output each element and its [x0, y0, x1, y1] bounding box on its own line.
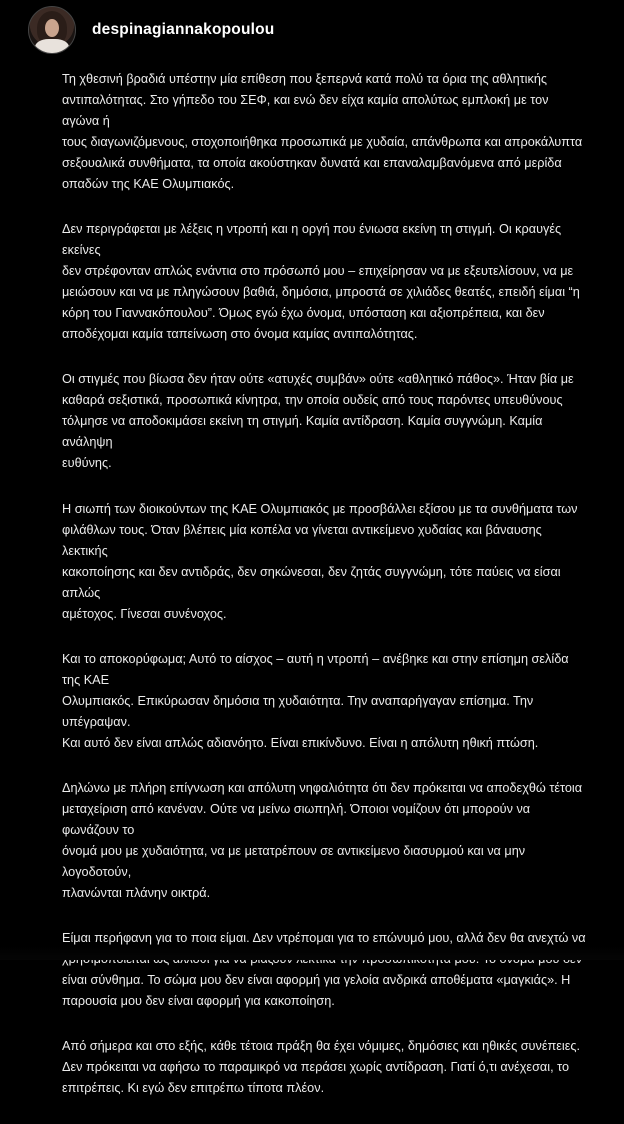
paragraph: Από σήμερα και στο εξής, κάθε τέτοια πράξη θα έχει νόμιμες, δημόσιες και ηθικές συνέπειες. Δεν πρόκειται να αφήσω το παραμικρό να περάσει χωρίς αντίδραση. Γιατί ό,τι ανέχεσαι, το επιτρέπεις. Κι εγώ δεν επιτρέπω τίποτα πλέον. — [62, 1039, 581, 1096]
paragraph: Και το αποκορύφωμα; Αυτό το αίσχος – αυτή η ντροπή – ανέβηκε και στην επίσημη σελίδα της ΚΑΕ Ολυμπιακός. Επικύρωσαν δημόσια τη χυδαιότητα. Την αναπαρήγαγαν επίσημα. Την υπέγραψαν. Και αυτό δεν είναι απλώς αδιανόητο. Είναι επικίνδυνο. Είναι η απόλυτη ηθική πτώση. — [62, 651, 569, 750]
paragraph: Τη χθεσινή βραδιά υπέστην μία επίθεση που ξεπερνά κατά πολύ τα όρια της αθλητικής αντιπαλότητας. Στο γήπεδο του ΣΕΦ, και ενώ δεν είχα καμία απολύτως εμπλοκή με τον αγώνα ή τους διαγωνιζόμενους, στοχοποιήθηκα προσωπικά με χυδαία, απάνθρωπα και απροκάλυπτα σεξουαλικά συνθήματα, τα οποία ακούστηκαν δυνατά και επαναλαμβανόμενα από μερίδα οπαδών της ΚΑΕ Ολυμπιακός. — [62, 72, 583, 191]
paragraph: Δεν περιγράφεται με λέξεις η ντροπή και η οργή που ένιωσα εκείνη τη στιγμή. Οι κραυγές εκείνες δεν στρέφονταν απλώς ενάντια στο πρόσωπό μου – επιχείρησαν να με εξευτελίσουν, να με μειώσουν και να με πληγώσουν βαθιά, δημόσια, μπροστά σε χιλιάδες θεατές, επειδή είμαι “η κόρη του Γιαννακόπουλου”. Όμως εγώ έχω όνομα, υπόσταση και αξιοπρέπεια, και δεν αποδέχομαι καμία ταπείνωση στο όνομα καμίας αντιπαλότητας. — [62, 222, 580, 342]
username[interactable]: despinagiannakopoulou — [92, 21, 275, 38]
statement-text — [62, 69, 587, 1124]
avatar-body — [35, 39, 69, 54]
bottom-fade — [0, 946, 624, 960]
paragraph: Η σιωπή των διοικούντων της ΚΑΕ Ολυμπιακός με προσβάλλει εξίσου με τα συνθήματα των φιλάθλων τους. Όταν βλέπεις μία κοπέλα να γίνεται αντικείμενο χυδαίας και βάναυσης λεκτικής κακοποίησης και δεν αντιδράς, δεν σηκώνεσαι, δεν ζητάς συγγνώμη, τότε παύεις να είσαι απλώς αμέτοχος. Γίνεσαι συνένοχος. — [62, 501, 578, 621]
avatar-face — [45, 19, 59, 37]
avatar[interactable] — [28, 6, 76, 54]
paragraph: Είμαι περήφανη για το ποια είμαι. Δεν ντρέπομαι για το επώνυμό μου, αλλά δεν θα ανεχτώ να είναι σύνθημα. Το σώμα μου δεν είναι αφορμή για γελοία ανδρικά αποθέματα «μαγκιάς». Η παρουσία μου δεν είναι αφορμή για κακοποίηση. — [62, 931, 586, 1009]
story-header — [28, 6, 274, 54]
paragraph: Δηλώνω με πλήρη επίγνωση και απόλυτη νηφαλιότητα ότι δεν πρόκειται να αποδεχθώ τέτοια μεταχείριση από κανέναν. Ούτε να μείνω σιωπηλή. Όποιοι νομίζουν ότι μπορούν να φωνάζουν το όνομά μου με χυδαιότητα, να με μετατρέπουν σε αντικείμενο διασυρμού και να μην λογοδοτούν, πλανώνται πλάνην οικτρά. — [62, 780, 583, 900]
paragraph: Οι στιγμές που βίωσα δεν ήταν ούτε «ατυχές συμβάν» ούτε «αθλητικό πάθος». Ήταν βία με καθαρά σεξιστικά, προσωπικά κίνητρα, την οποία ουδείς από τους παρόντες υπευθύνους τόλμησε να αποδοκιμάσει εκείνη τη στιγμή. Καμία αντίδραση. Καμία συγγνώμη. Καμία ανάληψη ευθύνης. — [62, 372, 574, 471]
